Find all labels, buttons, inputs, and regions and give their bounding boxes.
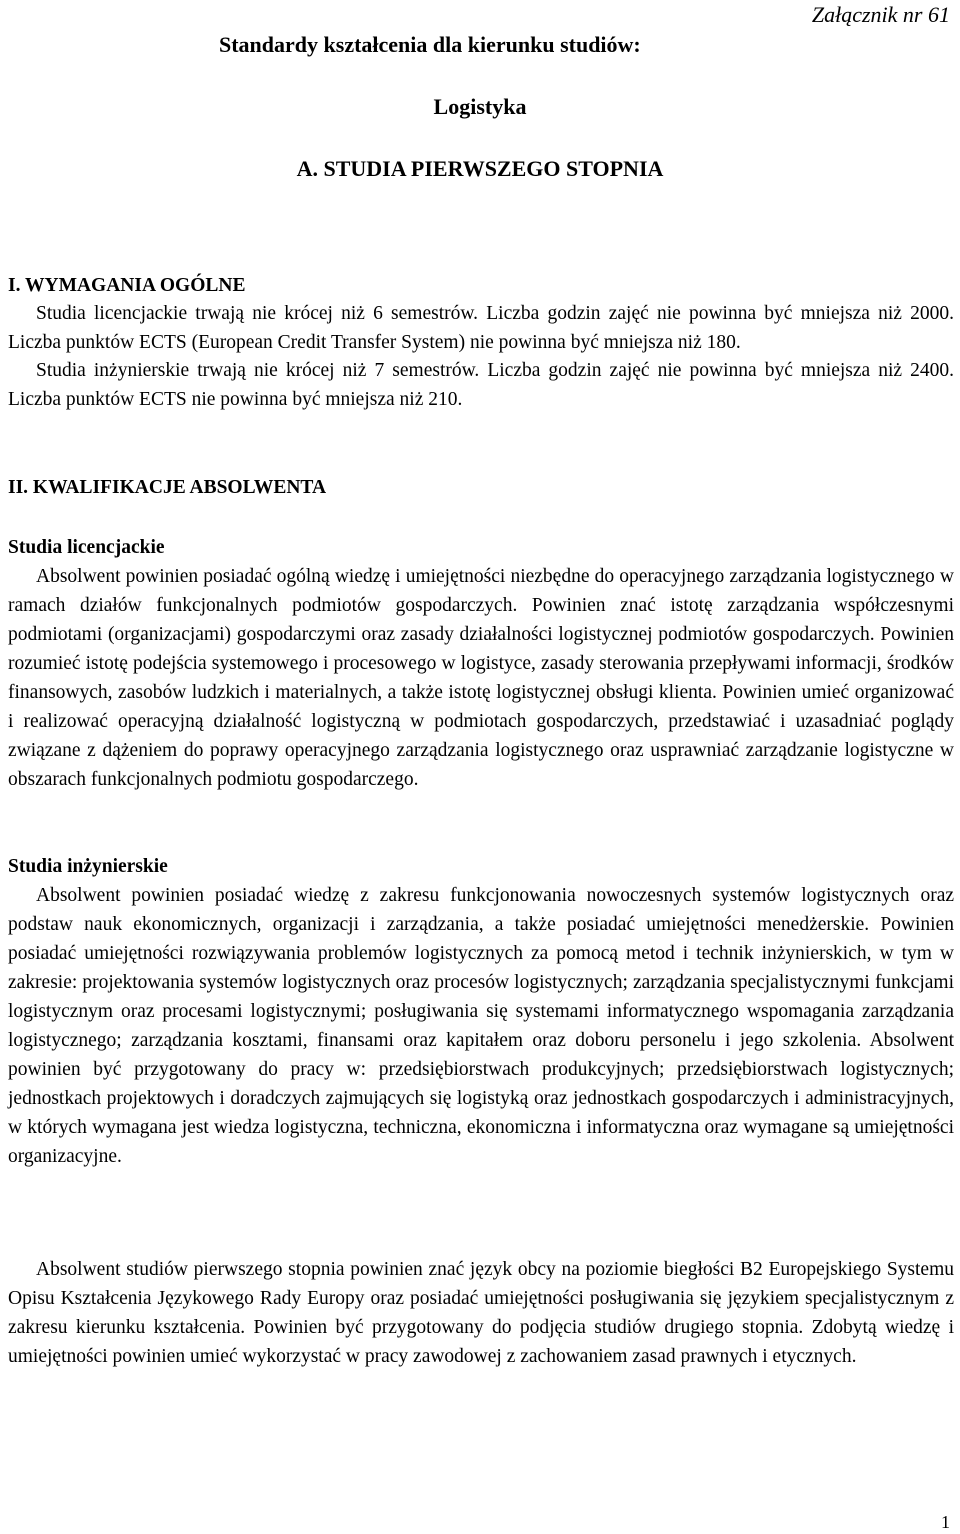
paragraph-language-skills: Absolwent studiów pierwszego stopnia powinien znać język obcy na poziomie biegłości B2 Europejskiego Systemu Opisu Kształcenia Językowego Rady Europy oraz posiadać umiejętności posługiwania się językiem specjalistycznym z zakresu kierunku kształcenia. Powinien być przygotowany do podjęcia studiów drugiego stopnia. Zdobytą wiedzę i umiejętności powinien umieć wykorzystać w pracy zawodowej z zachowaniem zasad prawnych i etycznych. [8, 1259, 954, 1367]
attachment-label: Załącznik nr 61 [811, 2, 950, 27]
page-number: 1 [941, 1512, 950, 1532]
section-graduate-qualifications [8, 474, 954, 502]
section-heading: II. KWALIFIKACJE ABSOLWENTA [8, 477, 327, 498]
section-general-requirements [8, 272, 954, 414]
field-of-study: Logistyka [433, 94, 527, 119]
subsection-bachelor-studies [8, 533, 954, 794]
paragraph-bachelor-qualifications: Absolwent powinien posiadać ogólną wiedzę i umiejętności niezbędne do operacyjnego zarządzania logistycznego w ramach działów funkcjonalnych podmiotów gospodarczych. Powinien znać istotę zarządzania współczesnymi podmiotami (organizacjami) gospodarczymi oraz zasady działalności logistycznej podmiotów gospodarczych. Powinien rozumieć istotę podejścia systemowego i procesowego w logistyce, zasady sterowania przepływami informacji, środków finansowych, zasobów ludzkich i materialnych, a także istotę logistycznej obsługi klienta. Powinien umieć organizować i realizować operacyjną działalność logistyczną w podmiotach gospodarczych, przedstawiać i uzasadniać poglądy związane z dążeniem do poprawy operacyjnego zarządzania logistycznego oraz usprawniać zarządzanie logistyczne w obszarach funkcjonalnych podmiotu gospodarczego. [8, 566, 954, 790]
section-heading: I. WYMAGANIA OGÓLNE [8, 275, 246, 296]
subsection-heading: Studia inżynierskie [8, 856, 168, 877]
paragraph-language-skills-wrapper [8, 1255, 954, 1371]
study-level-heading: A. STUDIA PIERWSZEGO STOPNIA [296, 156, 664, 181]
paragraph-engineering-requirements: Studia inżynierskie trwają nie krócej niż 7 semestrów. Liczba godzin zajęć nie powinna być mniejsza niż 2400. Liczba punktów ECTS nie powinna być mniejsza niż 210. [8, 360, 954, 410]
document-title: Standardy kształcenia dla kierunku studiów: [219, 32, 641, 57]
paragraph-bachelor-requirements: Studia licencjackie trwają nie krócej niż 6 semestrów. Liczba godzin zajęć nie powinna być mniejsza niż 2000. Liczba punktów ECTS (European Credit Transfer System) nie powinna być mniejsza niż 180. [8, 303, 954, 353]
paragraph-engineering-qualifications: Absolwent powinien posiadać wiedzę z zakresu funkcjonowania nowoczesnych systemów logistycznych oraz podstaw nauk ekonomicznych, organizacji i zarządzania, a także posiadać umiejętności menedżerskie. Powinien posiadać umiejętności rozwiązywania problemów logistycznych za pomocą metod i technik inżynierskich, w tym w zakresie: projektowania systemów logistycznych oraz procesów logistycznych; zarządzania specjalistycznymi funkcjami logistycznym oraz procesami logistycznymi; posługiwania się systemami informatycznego wspomagania zarządzania logistycznego; zarządzania kosztami, finansami oraz kapitałem oraz doboru personelu i jego szkolenia. Absolwent powinien być przygotowany do pracy w: przedsiębiorstwach produkcyjnych; przedsiębiorstwach logistycznych; jednostkach projektowych i doradczych zajmujących się logistyką oraz jednostkach gospodarczych i administracyjnych, w których wymagana jest wiedza logistyczna, techniczna, ekonomiczna i informatyczna oraz wymagane są umiejętności organizacyjne. [8, 885, 954, 1167]
subsection-heading: Studia licencjackie [8, 537, 165, 558]
subsection-engineering-studies [8, 852, 954, 1171]
